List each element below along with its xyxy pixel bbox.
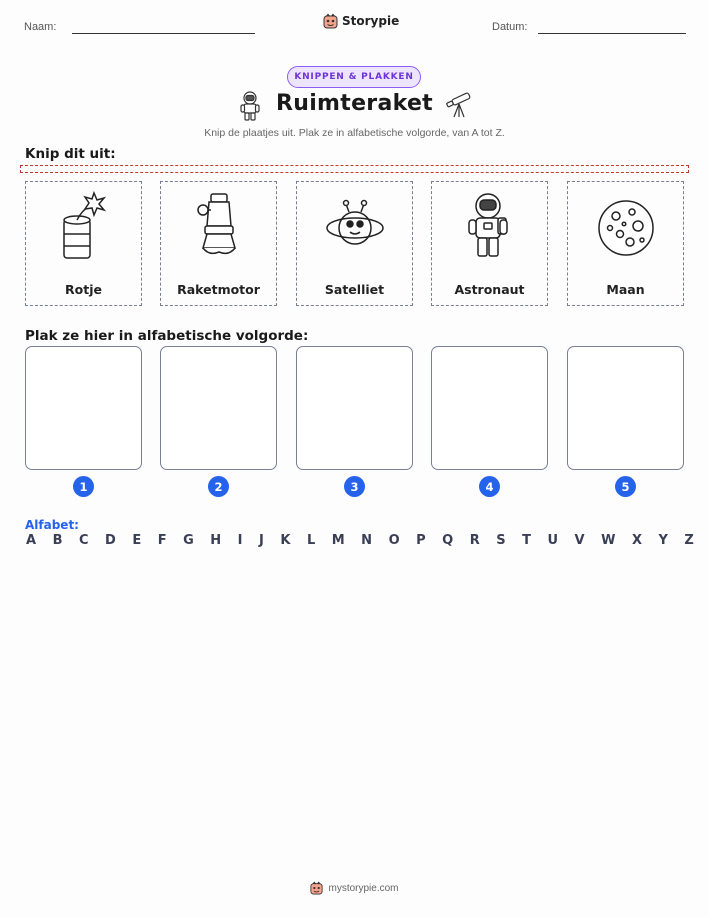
instructions: Knip de plaatjes uit. Plak ze in alfabetische volgorde, van A tot Z. [204, 127, 505, 139]
alphabet-letter: F [157, 533, 167, 548]
cut-card-raketmotor[interactable] [160, 181, 277, 306]
alphabet-letter: J [259, 533, 264, 548]
slot-number: 5 [615, 476, 636, 497]
alphabet-letter: E [132, 533, 142, 548]
alphabet-letter: P [416, 533, 426, 548]
alphabet-letter: B [52, 533, 63, 548]
storypie-mascot-icon [323, 13, 338, 29]
card-label: Satelliet [324, 282, 385, 297]
firecracker-icon [54, 190, 114, 262]
footer [0, 881, 709, 895]
slot-number: 1 [73, 476, 94, 497]
card-label: Astronaut [454, 282, 525, 297]
alphabet-letters [26, 533, 694, 548]
brand-name: Storypie [342, 14, 400, 28]
cut-card-rotje[interactable] [25, 181, 142, 306]
footer-site[interactable]: mystorypie.com [328, 882, 399, 894]
alphabet-letter: U [547, 533, 559, 548]
alphabet-letter: Q [442, 533, 454, 548]
alphabet-letter: T [522, 533, 531, 548]
telescope-icon [444, 90, 474, 120]
name-field[interactable] [72, 33, 255, 34]
alphabet-letter: A [26, 533, 37, 548]
alphabet-letter: M [331, 533, 345, 548]
alphabet-letter: C [78, 533, 89, 548]
card-label: Rotje [65, 282, 102, 297]
card-label: Raketmotor [177, 282, 260, 297]
date-label: Datum: [492, 21, 528, 33]
alphabet-letter: R [469, 533, 480, 548]
cut-card-astronaut[interactable] [431, 181, 548, 306]
storypie-mascot-icon [310, 881, 323, 895]
cut-card-maan[interactable] [567, 181, 684, 306]
alphabet-label: Alfabet: [25, 518, 79, 532]
alphabet-letter: D [105, 533, 116, 548]
date-field[interactable] [538, 33, 686, 34]
alphabet-letter: H [210, 533, 222, 548]
name-label: Naam: [24, 21, 57, 33]
alphabet-letter: V [574, 533, 585, 548]
alphabet-letter: O [388, 533, 400, 548]
paste-slot-1[interactable] [25, 346, 142, 470]
cut-card-satelliet[interactable] [296, 181, 413, 306]
alphabet-letter: X [631, 533, 642, 548]
cut-line [20, 165, 689, 173]
alphabet-letter: Z [684, 533, 694, 548]
slot-number: 4 [479, 476, 500, 497]
alphabet-letter: N [361, 533, 373, 548]
paste-slot-2[interactable] [160, 346, 277, 470]
alphabet-letter: Y [658, 533, 668, 548]
paste-slot-5[interactable] [567, 346, 684, 470]
brand-logo [323, 13, 399, 29]
satellite-alien-icon [325, 190, 385, 262]
alphabet-letter: W [601, 533, 616, 548]
alphabet-letter: L [306, 533, 316, 548]
alphabet-letter: K [280, 533, 291, 548]
slot-number: 2 [208, 476, 229, 497]
rocket-engine-icon [189, 190, 249, 262]
paste-heading: Plak ze hier in alfabetische volgorde: [25, 328, 309, 344]
paste-slot-3[interactable] [296, 346, 413, 470]
moon-icon [596, 190, 656, 262]
page-title: Ruimteraket [276, 91, 433, 116]
astronaut-icon [460, 190, 520, 262]
card-label: Maan [606, 282, 645, 297]
activity-badge: KNIPPEN & PLAKKEN [287, 66, 421, 88]
alphabet-letter: S [496, 533, 506, 548]
alphabet-letter: G [183, 533, 194, 548]
cut-heading: Knip dit uit: [25, 146, 116, 162]
slot-number: 3 [344, 476, 365, 497]
alphabet-letter: I [237, 533, 243, 548]
paste-slot-4[interactable] [431, 346, 548, 470]
